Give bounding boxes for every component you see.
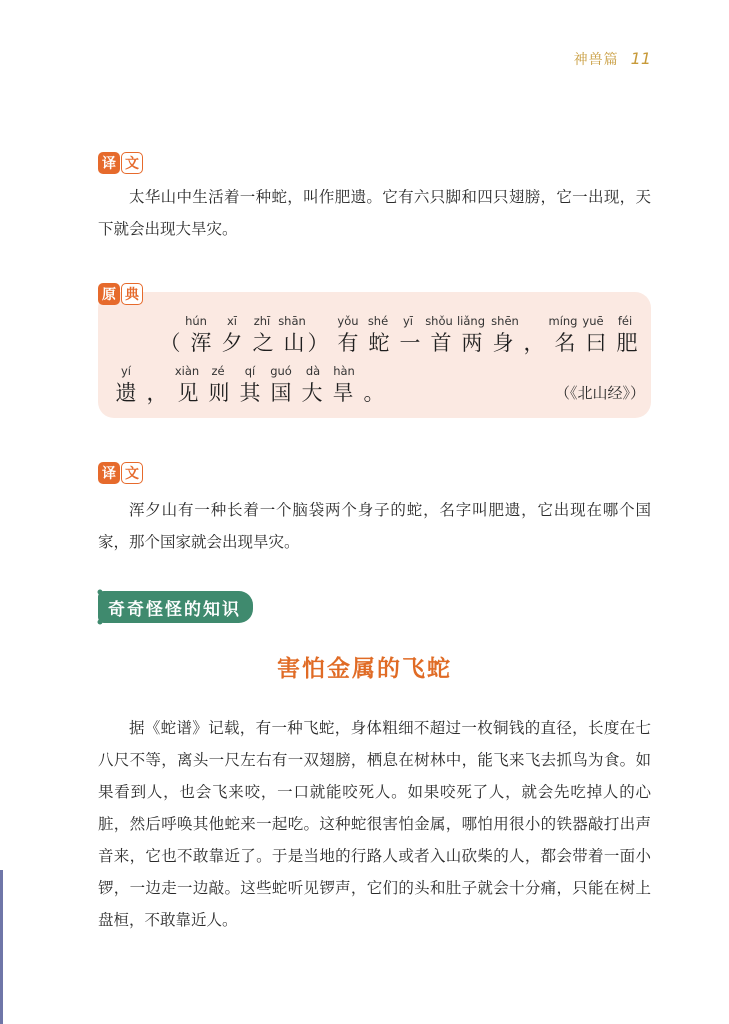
original-line-1 xyxy=(0,327,729,355)
original-char: 见 xyxy=(177,381,199,405)
original-badge xyxy=(98,283,143,305)
knowledge-banner xyxy=(98,588,253,626)
original-char: 肥 xyxy=(616,331,638,355)
original-char: 蛇 xyxy=(368,331,390,355)
pinyin: shēn xyxy=(491,314,519,328)
original-char: 曰 xyxy=(585,331,607,355)
original-char: 一 xyxy=(399,331,421,355)
source-citation: （《北山经》） xyxy=(554,384,645,402)
badge-char: 译 xyxy=(98,462,120,484)
original-char: 有 xyxy=(337,331,359,355)
banner-decoration-icon xyxy=(96,588,106,626)
pinyin: xiàn xyxy=(174,364,200,378)
original-char: 遗 xyxy=(115,381,137,405)
original-char: 大 xyxy=(301,381,323,405)
translation-paragraph-2: 浑夕山有一种长着一个脑袋两个身子的蛇，名字叫肥遗，它出现在哪个国家，那个国家就会出现旱灾。 xyxy=(98,501,651,551)
knowledge-banner-label: 奇奇怪怪的知识 xyxy=(98,591,253,623)
pinyin: qí xyxy=(244,364,256,378)
original-char: 之 xyxy=(252,331,274,355)
translation-badge-1 xyxy=(98,152,143,174)
original-char: 山 xyxy=(283,331,305,355)
translation-badge-2 xyxy=(98,462,143,484)
pinyin: shǒu xyxy=(425,314,453,328)
pinyin: yī xyxy=(402,314,414,328)
pinyin: míng xyxy=(548,314,578,328)
badge-char: 文 xyxy=(121,152,143,174)
article-title: 害怕金属的飞蛇 xyxy=(277,656,452,682)
original-char: 国 xyxy=(270,381,292,405)
badge-char: 文 xyxy=(121,462,143,484)
translation-paragraph-1: 太华山中生活着一种蛇，叫作肥遗。它有六只脚和四只翅膀，它一出现，天下就会出现大旱灾。 xyxy=(98,188,651,238)
pinyin: liǎng xyxy=(456,314,486,328)
pinyin: yí xyxy=(120,364,132,378)
original-char: 。 xyxy=(363,381,385,405)
pinyin: yuē xyxy=(582,314,604,328)
pinyin: shé xyxy=(367,314,389,328)
article-body: 据《蛇谱》记载，有一种飞蛇，身体粗细不超过一枚铜钱的直径，长度在七八尺不等，离头一尺左右有一双翅膀，栖息在树林中，能飞来飞去抓鸟为食。如果看到人，也会飞来咬，一口就能咬死人。如果咬死了人，就会先吃掉人的心脏，然后呼唤其他蛇来一起吃。这种蛇很害怕金属，哪怕用很小的铁器敲打出声音来，它也不敢靠近了。于是当地的行路人或者入山砍柴的人，都会带着一面小锣，一边走一边敲。这些蛇听见锣声，它们的头和肚子就会十分痛，只能在树上盘桓，不敢靠近人。 xyxy=(98,719,651,929)
pinyin: hún xyxy=(185,314,207,328)
original-char: 身 xyxy=(492,331,514,355)
original-char: 首 xyxy=(430,331,452,355)
page-header xyxy=(574,49,651,69)
original-char: 两 xyxy=(461,331,483,355)
original-char: ， xyxy=(146,381,168,405)
pinyin: zé xyxy=(211,364,225,378)
original-char: （ xyxy=(159,331,181,355)
pinyin: yǒu xyxy=(337,314,359,328)
original-char: 夕 xyxy=(221,331,243,355)
pinyin: guó xyxy=(270,364,292,378)
original-char: ） xyxy=(307,331,329,355)
original-char: 名 xyxy=(554,331,576,355)
page-number: 11 xyxy=(630,49,651,68)
section-name: 神兽篇 xyxy=(573,52,619,68)
original-char: ， xyxy=(523,331,545,355)
pinyin: hàn xyxy=(333,364,355,378)
pinyin: shān xyxy=(278,314,306,328)
original-char: 浑 xyxy=(190,331,212,355)
pinyin: féi xyxy=(617,314,633,328)
original-char: 旱 xyxy=(332,381,354,405)
badge-char: 典 xyxy=(121,283,143,305)
badge-char: 原 xyxy=(98,283,120,305)
pinyin: dà xyxy=(305,364,321,378)
original-char: 其 xyxy=(239,381,261,405)
pinyin: zhī xyxy=(253,314,271,328)
badge-char: 译 xyxy=(98,152,120,174)
page-edge-strip xyxy=(0,870,3,1024)
pinyin: xī xyxy=(226,314,238,328)
original-char: 则 xyxy=(208,381,230,405)
